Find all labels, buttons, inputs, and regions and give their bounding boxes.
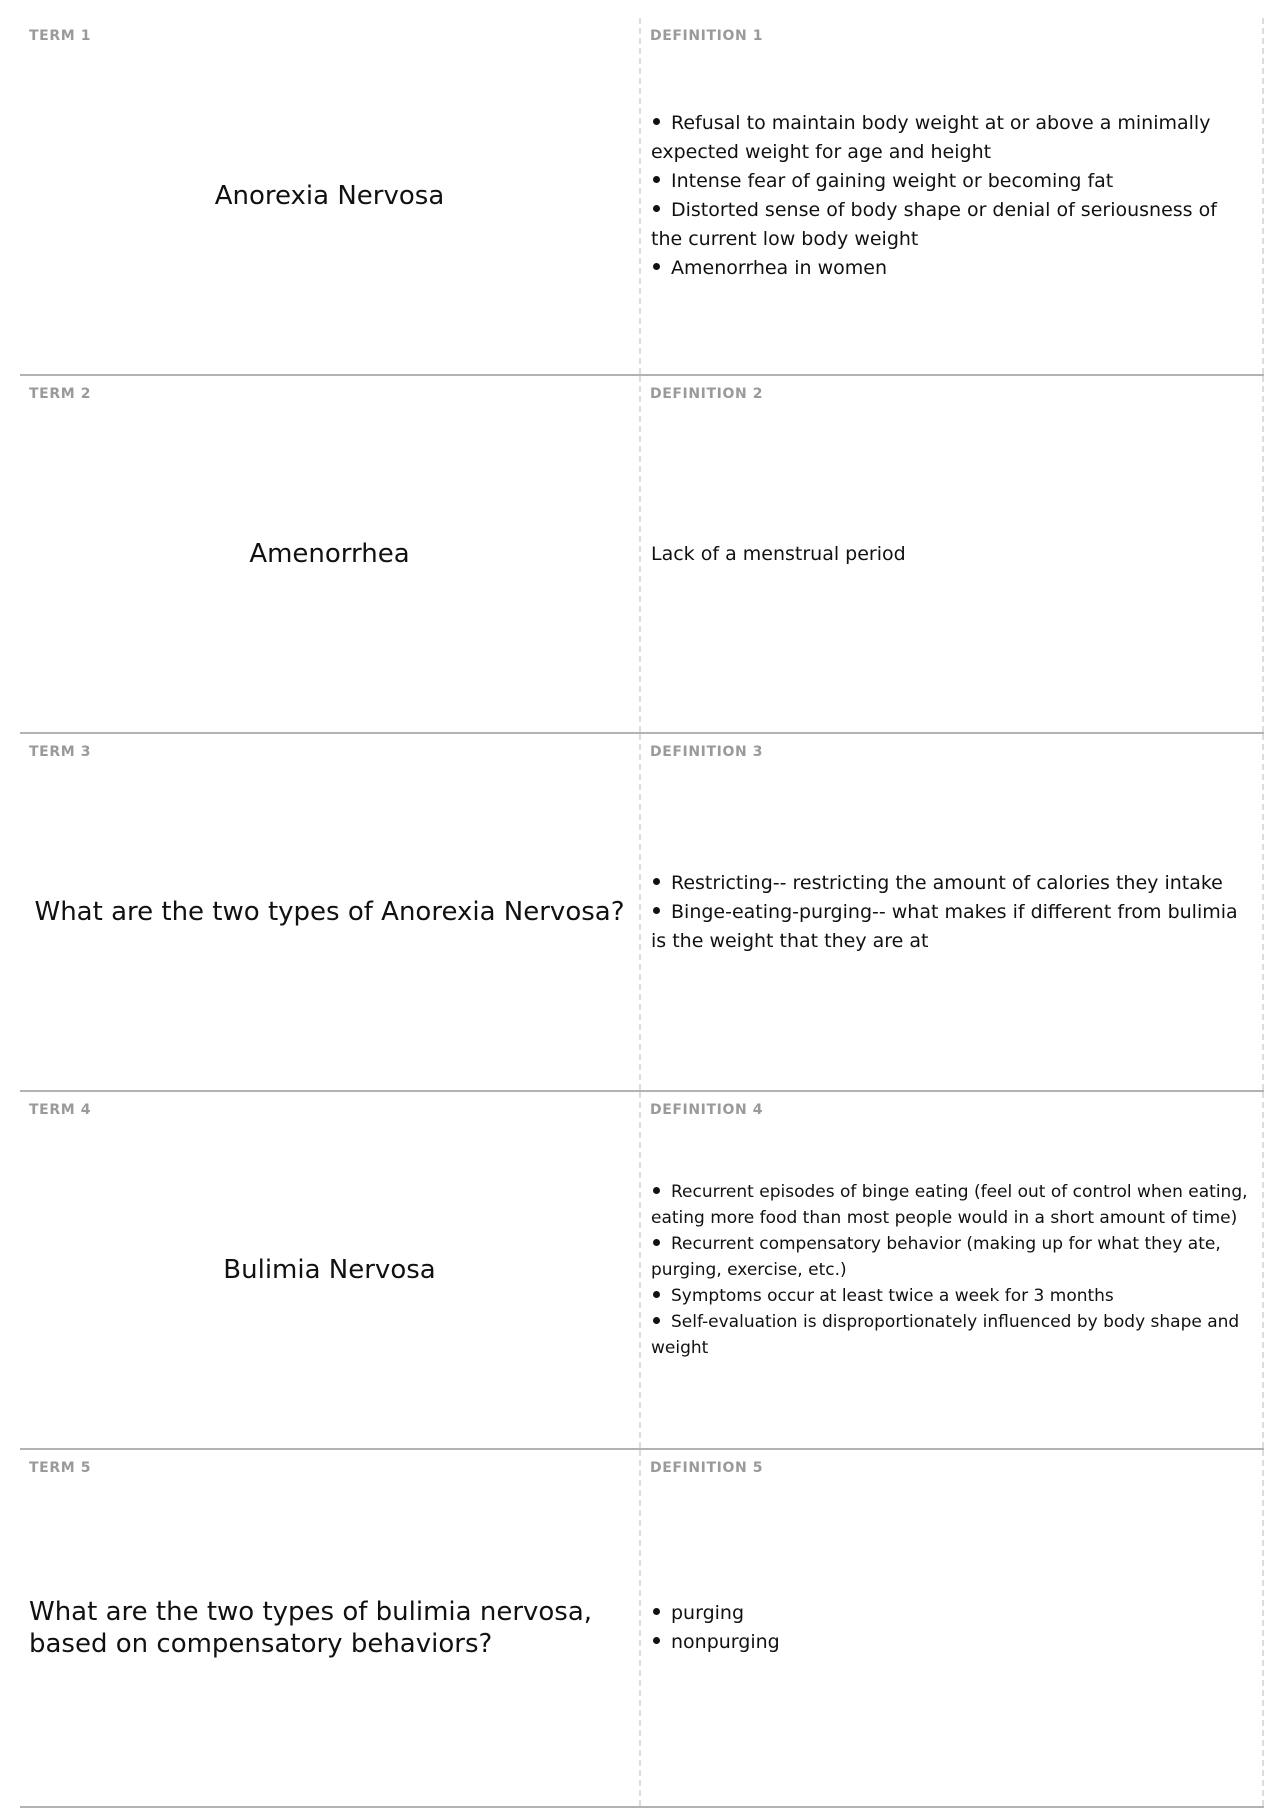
term-cell [20,1092,641,1448]
term-cell [20,18,641,374]
bullet-icon [653,176,660,183]
term-cell [20,1450,641,1806]
bullet-icon [653,1317,660,1324]
definition-list [651,869,1254,956]
definition-label: DEFINITION 3 [650,744,764,760]
term-text: Bulimia Nervosa [223,1255,436,1285]
bullet-icon [653,1239,660,1246]
definition-item [651,254,1254,283]
definition-item-text: Intense fear of gaining weight or becoming fat [671,170,1114,192]
definition-body [651,18,1254,374]
definition-list [651,109,1254,283]
definition-item [651,196,1254,254]
definition-cell [641,18,1264,374]
definition-cell [641,376,1264,732]
term-label: TERM 2 [29,386,92,402]
definition-item [651,1283,1254,1309]
term-text: Amenorrhea [249,539,410,569]
definition-item [651,1231,1254,1283]
flashcard-row [20,376,1264,734]
definition-item-text: Recurrent compensatory behavior (making up for what they ate, purging, exercise, etc.) [651,1234,1221,1280]
definition-item [651,898,1254,956]
bullet-icon [653,878,660,885]
bullet-icon [653,1187,660,1194]
definition-item-text: Recurrent episodes of binge eating (feel out of control when eating, eating more food than most people would in a short amount of time) [651,1182,1248,1228]
definition-list [651,1599,1254,1657]
definition-text: Lack of a menstrual period [651,542,906,565]
definition-label: DEFINITION 5 [650,1460,764,1476]
definition-item-text: Distorted sense of body shape or denial of seriousness of the current low body weight [651,199,1217,250]
definition-body [651,1450,1254,1806]
definition-item [651,1309,1254,1361]
definition-item-text: Binge-eating-purging-- what makes if different from bulimia is the weight that they are at [651,900,1238,952]
bullet-icon [653,1291,660,1298]
term-cell [20,734,641,1090]
definition-item-text: purging [671,1602,745,1624]
definition-item [651,869,1254,898]
definition-item-text: Restricting-- restricting the amount of calories they intake [671,871,1223,894]
definition-item-text: Symptoms occur at least twice a week for 3 months [671,1286,1114,1306]
term-text: Anorexia Nervosa [214,181,445,211]
definition-label: DEFINITION 1 [650,28,764,44]
bullet-icon [653,1608,660,1615]
definition-body [651,1092,1254,1448]
definition-item [651,1599,1254,1628]
term-label: TERM 4 [29,1102,92,1118]
definition-body [651,376,1254,732]
term-label: TERM 3 [29,744,92,760]
term-label: TERM 1 [29,28,92,44]
definition-item [651,109,1254,167]
definition-cell [641,1450,1264,1806]
definition-item-text: Amenorrhea in women [671,257,887,279]
definition-item [651,1179,1254,1231]
definition-item [651,167,1254,196]
flashcard-row [20,1092,1264,1450]
bullet-icon [653,205,660,212]
term-text: What are the two types of bulimia nervosa, based on compensatory behaviors? [29,1597,593,1659]
definition-cell [641,1092,1264,1448]
definition-item-text: Refusal to maintain body weight at or above a minimally expected weight for age and height [651,112,1211,163]
definition-label: DEFINITION 4 [650,1102,764,1118]
bullet-icon [653,118,660,125]
term-cell [20,376,641,732]
term-text: What are the two types of Anorexia Nervosa? [34,897,625,927]
definition-label: DEFINITION 2 [650,386,764,402]
definition-body [651,734,1254,1090]
flashcard-row [20,1450,1264,1808]
bullet-icon [653,263,660,270]
definition-item-text: nonpurging [671,1631,780,1653]
definition-item-text: Self-evaluation is disproportionately influenced by body shape and weight [651,1312,1240,1358]
term-label: TERM 5 [29,1460,92,1476]
definition-cell [641,734,1264,1090]
bullet-icon [653,1637,660,1644]
flashcard-sheet [20,18,1264,1808]
flashcard-row [20,18,1264,376]
definition-item [651,1628,1254,1657]
bullet-icon [653,907,660,914]
flashcard-row [20,734,1264,1092]
definition-list [651,1179,1254,1361]
